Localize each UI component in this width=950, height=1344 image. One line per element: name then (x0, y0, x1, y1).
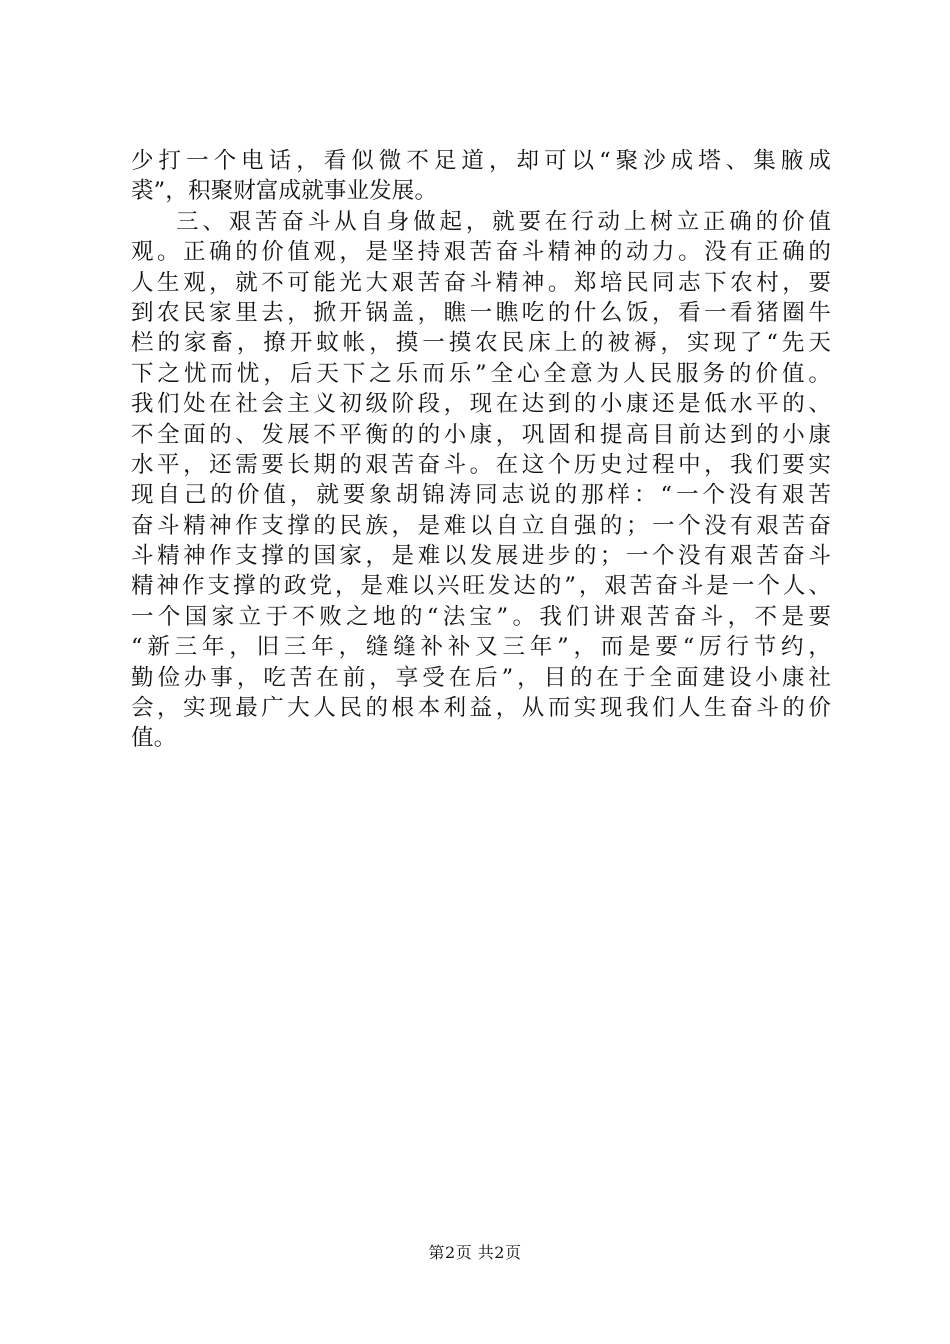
text-line: 三、艰苦奋斗从自身做起，就要在行动上树立正确的价值 (176, 208, 831, 235)
text-line: 人生观，就不可能光大艰苦奋斗精神。郑培民同志下农村，要 (131, 269, 831, 296)
text-line: 我们处在社会主义初级阶段，现在达到的小康还是低水平的、 (131, 391, 831, 418)
text-line: 观。正确的价值观，是坚持艰苦奋斗精神的动力。没有正确的 (131, 239, 831, 266)
text-line: 值。 (131, 725, 177, 752)
text-line: 水平，还需要长期的艰苦奋斗。在这个历史过程中，我们要实 (131, 451, 831, 478)
text-line: “新三年，旧三年，缝缝补补又三年”，而是要“厉行节约， (131, 634, 831, 661)
text-line: 栏的家畜，撩开蚊帐，摸一摸农民床上的被褥，实现了“先天 (131, 330, 831, 357)
text-line: 会，实现最广大人民的根本利益，从而实现我们人生奋斗的价 (131, 695, 831, 722)
page-number-footer: 第2页 共2页 (428, 1243, 522, 1262)
document-body (131, 146, 831, 754)
text-line: 到农民家里去，掀开锅盖，瞧一瞧吃的什么饭，看一看猪圈牛 (131, 299, 831, 326)
text-line: 裘”，积聚财富成就事业发展。 (131, 178, 438, 205)
text-line: 一个国家立于不败之地的“法宝”。我们讲艰苦奋斗，不是要 (131, 603, 831, 630)
text-line: 少打一个电话，看似微不足道，却可以“聚沙成塔、集腋成 (131, 148, 831, 174)
text-line: 现自己的价值，就要象胡锦涛同志说的那样：“一个没有艰苦 (131, 482, 831, 509)
text-line: 斗精神作支撑的国家，是难以发展进步的；一个没有艰苦奋斗 (131, 543, 831, 570)
text-line: 勤俭办事，吃苦在前，享受在后”，目的在于全面建设小康社 (131, 664, 831, 691)
text-line: 精神作支撑的政党，是难以兴旺发达的”，艰苦奋斗是一个人、 (131, 573, 831, 600)
text-line: 奋斗精神作支撑的民族，是难以自立自强的；一个没有艰苦奋 (131, 512, 831, 539)
text-line: 不全面的、发展不平衡的的小康，巩固和提高目前达到的小康 (131, 421, 831, 448)
text-line: 下之忧而忧，后天下之乐而乐”全心全意为人民服务的价值。 (131, 360, 831, 387)
